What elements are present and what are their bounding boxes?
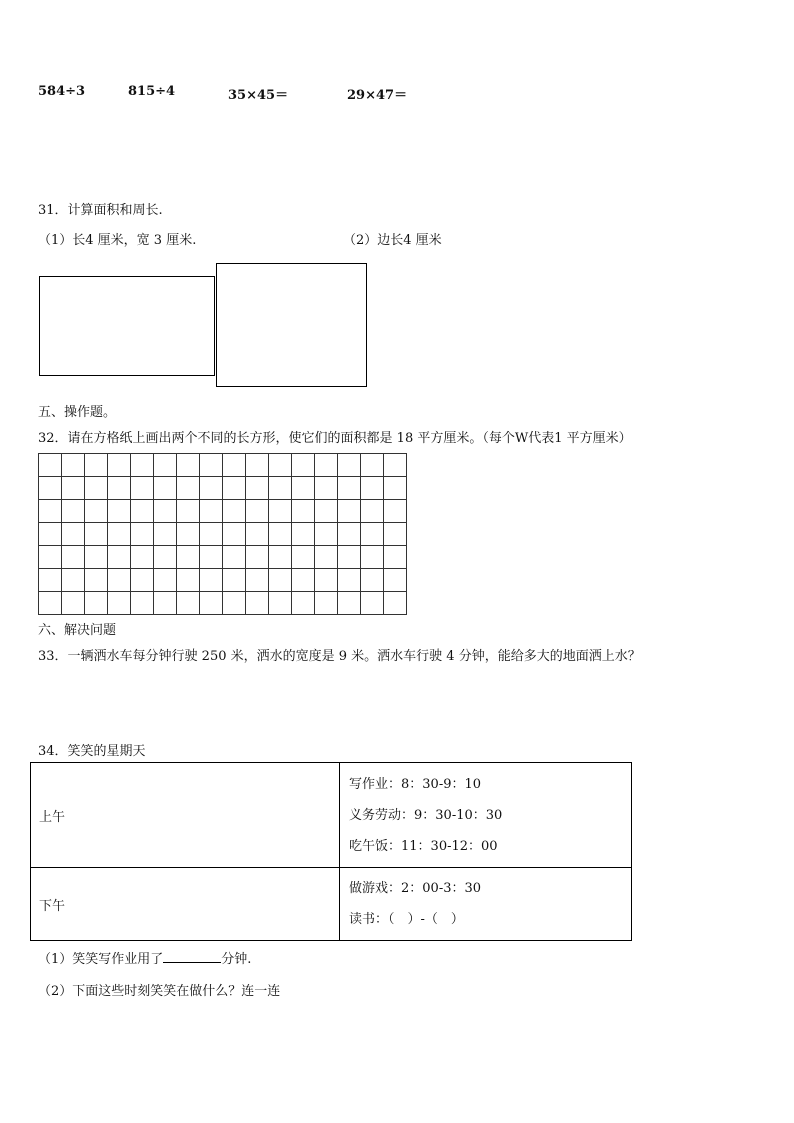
grid-cell [292, 477, 315, 500]
grid-cell [154, 569, 177, 592]
grid-cell [85, 569, 108, 592]
afternoon-label: 下午 [31, 868, 340, 941]
morning-label: 上午 [31, 763, 340, 868]
grid-cell [62, 592, 85, 615]
grid-cell [154, 523, 177, 546]
grid-cell [292, 454, 315, 477]
q34-sub2: （2）下面这些时刻笑笑在做什么？连一连 [38, 984, 281, 999]
square-figure [216, 263, 367, 387]
grid-cell [39, 500, 62, 523]
grid-cell [384, 546, 407, 569]
grid-cell [384, 500, 407, 523]
grid-cell [269, 477, 292, 500]
grid-cell [361, 454, 384, 477]
grid-cell [85, 454, 108, 477]
grid-cell [269, 523, 292, 546]
grid-cell [177, 546, 200, 569]
grid-cell [223, 454, 246, 477]
grid-cell [269, 569, 292, 592]
grid-cell [108, 500, 131, 523]
grid-cell [315, 454, 338, 477]
grid-cell [200, 500, 223, 523]
grid-cell [62, 477, 85, 500]
grid-cell [223, 523, 246, 546]
activity-homework: 写作业：8：30-9：10 [349, 776, 482, 792]
q31-part1: （1）长4 厘米，宽 3 厘米. [38, 233, 197, 248]
q34-sub1-prefix: （1）笑笑写作业用了 [38, 952, 164, 967]
section5-title: 五、操作题。 [38, 405, 117, 420]
grid-cell [39, 546, 62, 569]
schedule-table [30, 762, 632, 941]
q31-part2: （2）边长4 厘米 [343, 233, 442, 248]
grid-cell [200, 592, 223, 615]
grid-cell [177, 592, 200, 615]
grid-cell [200, 477, 223, 500]
grid-cell [361, 477, 384, 500]
grid-cell [292, 569, 315, 592]
grid-cell [154, 477, 177, 500]
grid-cell [246, 454, 269, 477]
grid-cell [269, 454, 292, 477]
q34-title: 34．笑笑的星期天 [38, 744, 146, 759]
activity-reading: 读书：（ ）-（ ） [349, 912, 464, 927]
calc-item-1: 584÷3 [38, 84, 86, 99]
grid-cell [131, 546, 154, 569]
grid-cell [269, 500, 292, 523]
grid-cell [85, 500, 108, 523]
grid-paper [38, 453, 407, 615]
grid-cell [315, 569, 338, 592]
grid-cell [62, 523, 85, 546]
calc-item-4: 29×47＝ [347, 88, 408, 103]
grid-cell [223, 592, 246, 615]
grid-cell [315, 477, 338, 500]
grid-cell [361, 592, 384, 615]
grid-cell [39, 477, 62, 500]
grid-cell [39, 523, 62, 546]
grid-cell [39, 592, 62, 615]
afternoon-row [31, 868, 632, 941]
grid-cell [131, 454, 154, 477]
grid-cell [177, 477, 200, 500]
grid-cell [338, 592, 361, 615]
q34-sub1 [38, 948, 251, 967]
grid-cell [39, 569, 62, 592]
grid-cell [108, 454, 131, 477]
section6-title: 六、解决问题 [38, 623, 117, 638]
grid-cell [246, 500, 269, 523]
grid-cell [384, 454, 407, 477]
grid-cell [246, 523, 269, 546]
grid-cell [246, 569, 269, 592]
grid-cell [131, 523, 154, 546]
grid-cell [246, 546, 269, 569]
grid-cell [223, 569, 246, 592]
grid-cell [62, 569, 85, 592]
grid-cell [85, 546, 108, 569]
grid-cell [200, 546, 223, 569]
grid-cell [131, 592, 154, 615]
grid-cell [315, 523, 338, 546]
grid-cell [315, 592, 338, 615]
grid-cell [246, 592, 269, 615]
grid-cell [338, 454, 361, 477]
q34-sub1-suffix: 分钟. [221, 952, 252, 967]
answer-blank[interactable] [163, 950, 221, 963]
q33-text: 33．一辆洒水车每分钟行驶 250 米，洒水的宽度是 9 米。洒水车行驶 4 分钟，能给多大的地面洒上水？ [38, 649, 641, 664]
grid-cell [223, 500, 246, 523]
grid-cell [108, 569, 131, 592]
rectangle-figure [39, 276, 215, 376]
grid-cell [361, 523, 384, 546]
grid-cell [361, 500, 384, 523]
grid-cell [200, 569, 223, 592]
grid-cell [223, 477, 246, 500]
activity-volunteer: 义务劳动：9：30-10：30 [349, 807, 503, 823]
morning-activities [340, 763, 632, 868]
grid-cell [85, 477, 108, 500]
grid-cell [131, 500, 154, 523]
grid-cell [246, 477, 269, 500]
grid-cell [200, 523, 223, 546]
grid-cell [177, 569, 200, 592]
grid-cell [292, 500, 315, 523]
morning-row [31, 763, 632, 868]
grid-cell [108, 523, 131, 546]
grid-cell [62, 454, 85, 477]
q32-text: 32．请在方格纸上画出两个不同的长方形，使它们的面积都是 18 平方厘米。（每个W代表1 平方厘米） [38, 431, 632, 446]
grid-cell [292, 592, 315, 615]
grid-cell [131, 477, 154, 500]
grid-cell [39, 454, 62, 477]
grid-cell [361, 569, 384, 592]
afternoon-activities [340, 868, 632, 941]
grid-cell [108, 477, 131, 500]
grid-cell [177, 500, 200, 523]
grid-cell [384, 592, 407, 615]
grid-cell [384, 569, 407, 592]
grid-cell [338, 569, 361, 592]
grid-cell [338, 477, 361, 500]
grid-cell [315, 546, 338, 569]
grid-cell [108, 546, 131, 569]
grid-cell [154, 500, 177, 523]
grid-cell [292, 546, 315, 569]
calc-item-2: 815÷4 [128, 84, 176, 99]
activity-lunch: 吃午饭：11：30-12：00 [349, 838, 498, 854]
grid-cell [384, 523, 407, 546]
grid-cell [223, 546, 246, 569]
grid-cell [292, 523, 315, 546]
grid-cell [269, 592, 292, 615]
grid-cell [338, 523, 361, 546]
grid-cell [154, 546, 177, 569]
grid-cell [177, 523, 200, 546]
grid-cell [154, 592, 177, 615]
grid-cell [269, 546, 292, 569]
grid-cell [338, 500, 361, 523]
activity-games: 做游戏：2：00-3：30 [349, 881, 482, 896]
grid-cell [62, 546, 85, 569]
grid-cell [177, 454, 200, 477]
grid-cell [154, 454, 177, 477]
grid-cell [338, 546, 361, 569]
grid-cell [315, 500, 338, 523]
grid-cell [85, 523, 108, 546]
grid-cell [131, 569, 154, 592]
grid-cell [200, 454, 223, 477]
grid-cell [361, 546, 384, 569]
q31-title: 31．计算面积和周长. [38, 203, 163, 218]
grid-cell [384, 477, 407, 500]
grid-cell [85, 592, 108, 615]
calc-item-3: 35×45＝ [228, 88, 289, 103]
grid-cell [62, 500, 85, 523]
grid-cell [108, 592, 131, 615]
